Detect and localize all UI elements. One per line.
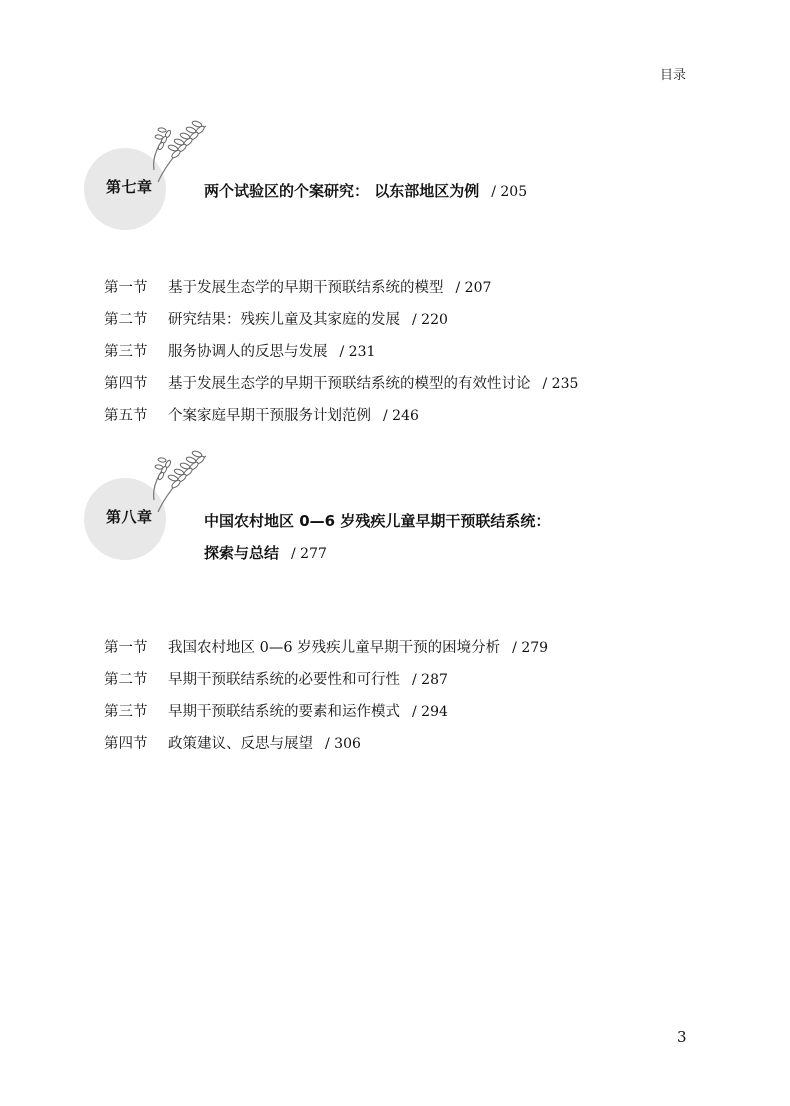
page-ref: / 294 <box>412 704 448 720</box>
chapter-number: 第七章 <box>106 178 153 196</box>
section-number: 第五节 <box>104 408 148 424</box>
section-number: 第四节 <box>104 376 148 392</box>
page-number: 3 <box>677 1028 687 1046</box>
page-ref: / 306 <box>325 736 361 752</box>
toc-entry[interactable] <box>104 276 578 308</box>
toc-entry[interactable] <box>104 732 548 764</box>
page-ref: / 231 <box>339 344 376 360</box>
chapter-title <box>204 510 550 574</box>
section-title: 早期干预联结系统的必要性和可行性 <box>168 672 400 688</box>
chapter-8-heading[interactable] <box>84 478 724 568</box>
chapter-number: 第八章 <box>106 508 153 526</box>
wheat-icon <box>144 450 214 514</box>
toc-entry[interactable] <box>104 636 548 668</box>
page-ref: / 246 <box>383 408 419 424</box>
section-title: 研究结果：残疾儿童及其家庭的发展 <box>168 312 400 328</box>
chapter-title-line: 探索与总结 / 277 <box>204 544 327 562</box>
section-number: 第二节 <box>104 312 148 328</box>
section-title: 基于发展生态学的早期干预联结系统的模型的有效性讨论 <box>168 376 531 392</box>
chapter-8-section-list <box>104 636 548 764</box>
page-ref: / 287 <box>412 672 448 688</box>
section-number: 第二节 <box>104 672 148 688</box>
page-ref: / 220 <box>412 312 448 328</box>
section-number: 第四节 <box>104 736 148 752</box>
section-number: 第三节 <box>104 704 148 720</box>
toc-entry[interactable] <box>104 404 578 436</box>
section-number: 第一节 <box>104 280 148 296</box>
section-title: 政策建议、反思与展望 <box>168 736 313 752</box>
running-head: 目录 <box>660 68 687 83</box>
page-ref: / 277 <box>291 546 327 562</box>
toc-entry[interactable] <box>104 700 548 732</box>
page-ref: / 207 <box>455 280 492 296</box>
section-title: 基于发展生态学的早期干预联结系统的模型 <box>168 280 444 296</box>
chapter-title-line: 中国农村地区 0—6 岁残疾儿童早期干预联结系统： <box>204 512 551 530</box>
chapter-7-section-list <box>104 276 578 436</box>
wheat-icon <box>144 120 214 184</box>
section-number: 第一节 <box>104 640 148 656</box>
toc-entry[interactable] <box>104 308 578 340</box>
page-ref: / 205 <box>491 184 528 200</box>
section-title: 我国农村地区 0—6 岁残疾儿童早期干预的困境分析 <box>168 640 501 656</box>
toc-entry[interactable] <box>104 668 548 700</box>
chapter-7-heading[interactable] <box>84 148 724 238</box>
section-title: 个案家庭早期干预服务计划范例 <box>168 408 371 424</box>
page-ref: / 235 <box>542 376 579 392</box>
page-ref: / 279 <box>512 640 549 656</box>
chapter-title-line: 两个试验区的个案研究： 以东部地区为例 / 205 <box>204 182 528 200</box>
section-number: 第三节 <box>104 344 148 360</box>
section-title: 早期干预联结系统的要素和运作模式 <box>168 704 400 720</box>
toc-entry[interactable] <box>104 340 578 372</box>
toc-entry[interactable] <box>104 372 578 404</box>
section-title: 服务协调人的反思与发展 <box>168 344 328 360</box>
chapter-title <box>204 180 527 212</box>
